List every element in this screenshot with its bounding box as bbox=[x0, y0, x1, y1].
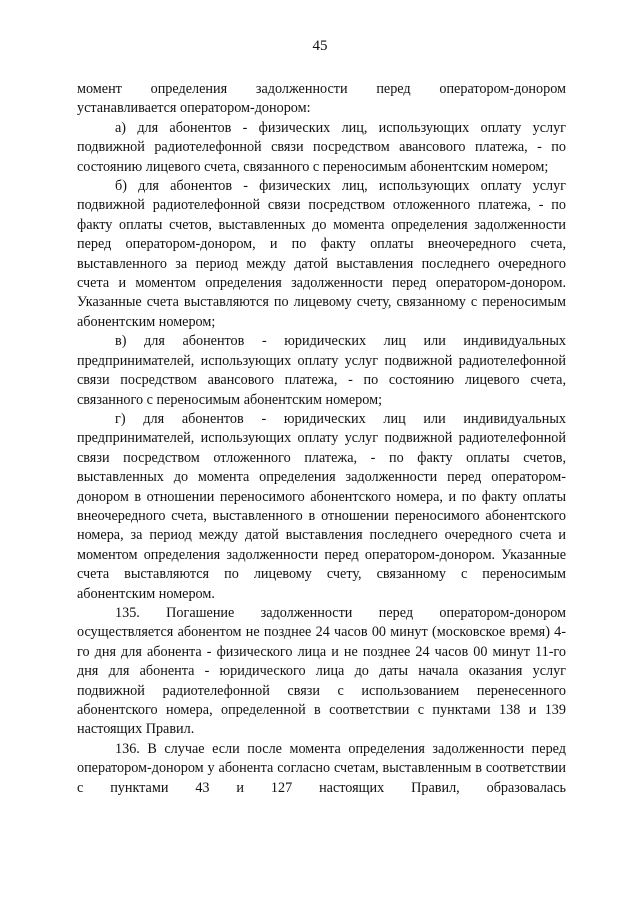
paragraph-clause-136: 136. В случае если после момента определения задолженности перед оператором-донором у абонента согласно счетам, выставленным в соответствии с пунктами 43 и 127 настоящих Правил, образовалась bbox=[77, 740, 566, 796]
document-body bbox=[77, 80, 566, 798]
paragraph-item-a: а) для абонентов - физических лиц, использующих оплату услуг подвижной радиотелефонной связи посредством авансового платежа, - по состоянию лицевого счета, связанного с переносимым абонентским номером; bbox=[77, 119, 566, 175]
paragraph-clause-135: 135. Погашение задолженности перед оператором-донором осуществляется абонентом не позднее 24 часов 00 минут (московское время) 4-го дня для абонента - физического лица и не позднее 24 часов 00 минут 11-го дня для абонента - юридического лица до даты начала оказания услуг подвижной радиотелефонной связи с использованием перенесенного абонентского номера, определенной в соответствии с пунктами 138 и 139 настоящих Правил. bbox=[77, 604, 566, 738]
page-number: 45 bbox=[312, 38, 328, 54]
paragraph-item-v: в) для абонентов - юридических лиц или индивидуальных предпринимателей, использующих оплату услуг подвижной радиотелефонной связи посредством авансового платежа, - по состоянию лицевого счета, связанного с переносимым абонентским номером; bbox=[77, 333, 566, 408]
paragraph-continuation: момент определения задолженности перед оператором-донором устанавливается оператором-донором: bbox=[77, 81, 566, 117]
paragraph-item-g: г) для абонентов - юридических лиц или индивидуальных предпринимателей, использующих оплату услуг подвижной радиотелефонной связи посредством отложенного платежа, - по факту оплаты счетов, выставленных до момента определения задолженности перед оператором-донором в отношении переносимого абонентского номера, и по факту оплаты внеочередного счета, выставленного в отношении переносимого абонентского номера, за период между датой выставления последнего очередного счета и моментом определения задолженности перед оператором-донором. Указанные счета выставляются по лицевому счету, связанному с переносимым абонентским номером. bbox=[77, 410, 566, 602]
paragraph-item-b: б) для абонентов - физических лиц, использующих оплату услуг подвижной радиотелефонной связи посредством отложенного платежа, - по факту оплаты счетов, выставленных до момента определения задолженности перед оператором-донором, и по факту оплаты внеочередного счета, выставленного за период между датой выставления последнего очередного счета и моментом определения задолженности перед оператором-донором. Указанные счета выставляются по лицевому счету, связанному с переносимым абонентским номером; bbox=[77, 178, 566, 330]
